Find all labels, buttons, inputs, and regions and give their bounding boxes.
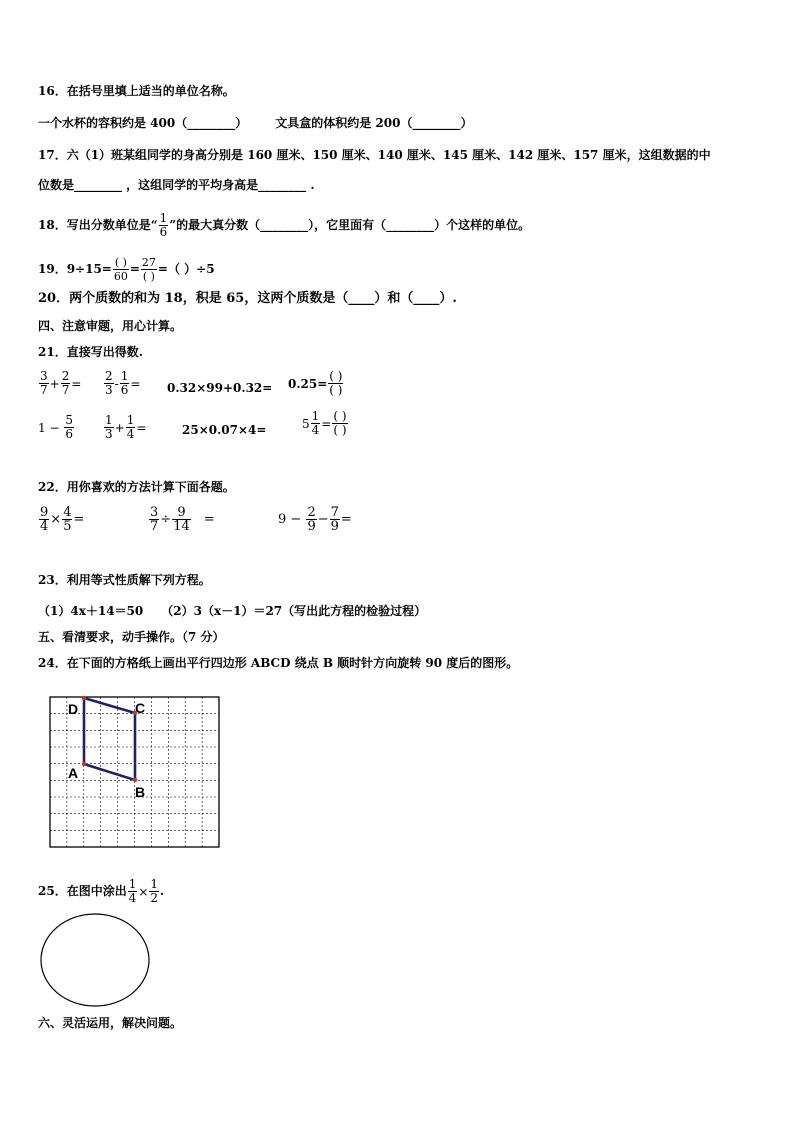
- q18: [38, 212, 530, 239]
- fraction: $\frac{1}{4}$: [126, 413, 135, 441]
- q23-equations: （1）4x＋14＝50 （2）3（x－1）＝27（写出此方程的检验过程）: [38, 604, 427, 618]
- fraction: $\frac{1}{2}$: [150, 877, 159, 905]
- label-d: D: [68, 701, 79, 717]
- section-4-heading: 四、注意审题，用心计算。: [38, 319, 183, 333]
- q19-equals: =: [129, 262, 140, 276]
- fraction: $\frac{( )}{( )}$: [333, 409, 347, 437]
- q25-circle: [38, 910, 158, 1010]
- section-5-heading: 五、看清要求，动手操作。（7 分）: [38, 630, 225, 644]
- q20: 20．两个质数的和为 18，积是 65，这两个质数是（____）和（____）.: [38, 291, 457, 306]
- q21-r2c4: 5 $\frac{1}{4}$ = $\frac{( )}{( )}$: [302, 409, 347, 437]
- q21-r1c2: $\frac{2}{3}$ - $\frac{1}{6}$ =: [105, 369, 141, 397]
- q19-fraction-1: $\frac{( )}{60}$: [113, 256, 128, 283]
- section-6-heading: 六、灵活运用，解决问题。: [38, 1016, 183, 1030]
- q24-title: 24．在下面的方格纸上画出平行四边形 ABCD 绕点 B 顺时针方向旋转 90 度后的图形。: [38, 656, 519, 670]
- fraction: $\frac{3}{7}$: [150, 505, 159, 534]
- q19: [38, 256, 215, 283]
- q23-title: 23．利用等式性质解下列方程。: [38, 573, 211, 587]
- q18-text-post: ”的最大真分数（________），它里面有（________）个这样的单位。: [169, 218, 531, 232]
- q21-r2c2: $\frac{1}{3}$ + $\frac{1}{4}$ =: [105, 413, 147, 441]
- q22-title: 22．用你喜欢的方法计算下面各题。: [38, 480, 235, 494]
- q19-fraction-2: $\frac{27}{( )}$: [141, 256, 156, 283]
- label-a: A: [68, 765, 79, 781]
- q17-line2: 位数是________ ，这组同学的平均身高是________ .: [38, 178, 315, 192]
- q16-body: [38, 115, 472, 131]
- fraction: $\frac{4}{5}$: [63, 505, 72, 534]
- q19-post: =（ ）÷5: [157, 262, 215, 276]
- q25-pre: 25．在图中涂出: [38, 884, 127, 898]
- fraction: $\frac{2}{9}$: [307, 505, 316, 534]
- q22-expr-3: 9 − $\frac{2}{9}$ − $\frac{7}{9}$ =: [278, 505, 352, 534]
- fraction: $\frac{1}{4}$: [311, 409, 320, 437]
- q18-text-pre: 18．写出分数单位是“: [38, 218, 158, 232]
- fraction: $\frac{1}{3}$: [105, 413, 113, 441]
- q25-post: .: [160, 884, 165, 898]
- q21-r1c4: 0.25= $\frac{( )}{( )}$: [288, 369, 343, 397]
- fraction: $\frac{1}{4}$: [128, 877, 137, 905]
- label-b: B: [135, 784, 146, 800]
- label-c: C: [135, 700, 146, 716]
- q21-r1c1: $\frac{3}{7}$ + $\frac{2}{7}$ =: [40, 369, 82, 397]
- q21-title: 21．直接写出得数.: [38, 345, 143, 359]
- fraction: $\frac{3}{7}$: [40, 369, 48, 397]
- q16-part-a: 一个水杯的容积约是 400（________）: [38, 116, 248, 130]
- fraction: $\frac{2}{7}$: [61, 369, 70, 397]
- vertex-d: [82, 696, 86, 700]
- fraction: $\frac{2}{3}$: [105, 369, 113, 397]
- q19-pre: 19．9÷15=: [38, 262, 112, 276]
- q22-expr-2: $\frac{3}{7}$ ÷ $\frac{9}{14}$ =: [150, 505, 215, 534]
- fraction: $\frac{5}{6}$: [65, 413, 73, 441]
- q24-grid-figure: [44, 688, 244, 858]
- q17-line1: 17．六（1）班某组同学的身高分别是 160 厘米、150 厘米、140 厘米、145 厘米、142 厘米、157 厘米，这组数据的中: [38, 148, 711, 162]
- q21-r2c1: 1 − $\frac{5}{6}$: [38, 413, 73, 441]
- q18-fraction: $\frac{1}{6}$: [159, 211, 168, 239]
- q25: 25．在图中涂出 $\frac{1}{4}$ × $\frac{1}{2}$ .: [38, 877, 165, 905]
- fraction: $\frac{( )}{( )}$: [329, 369, 343, 397]
- q22-expr-1: $\frac{9}{4}$ × $\frac{4}{5}$ =: [40, 505, 85, 534]
- q21-r1c3: 0.32×99+0.32=: [167, 381, 273, 395]
- fraction: $\frac{1}{6}$: [120, 369, 129, 397]
- fraction: $\frac{9}{14}$: [173, 505, 190, 534]
- vertex-b: [133, 778, 137, 782]
- q16-title: 16．在括号里填上适当的单位名称。: [38, 84, 235, 98]
- fraction: $\frac{7}{9}$: [330, 505, 339, 534]
- fraction: $\frac{9}{4}$: [40, 505, 49, 534]
- q21-r2c3: 25×0.07×4=: [182, 423, 267, 437]
- q16-part-b: 文具盒的体积约是 200（________）: [275, 116, 473, 130]
- vertex-a: [82, 762, 86, 766]
